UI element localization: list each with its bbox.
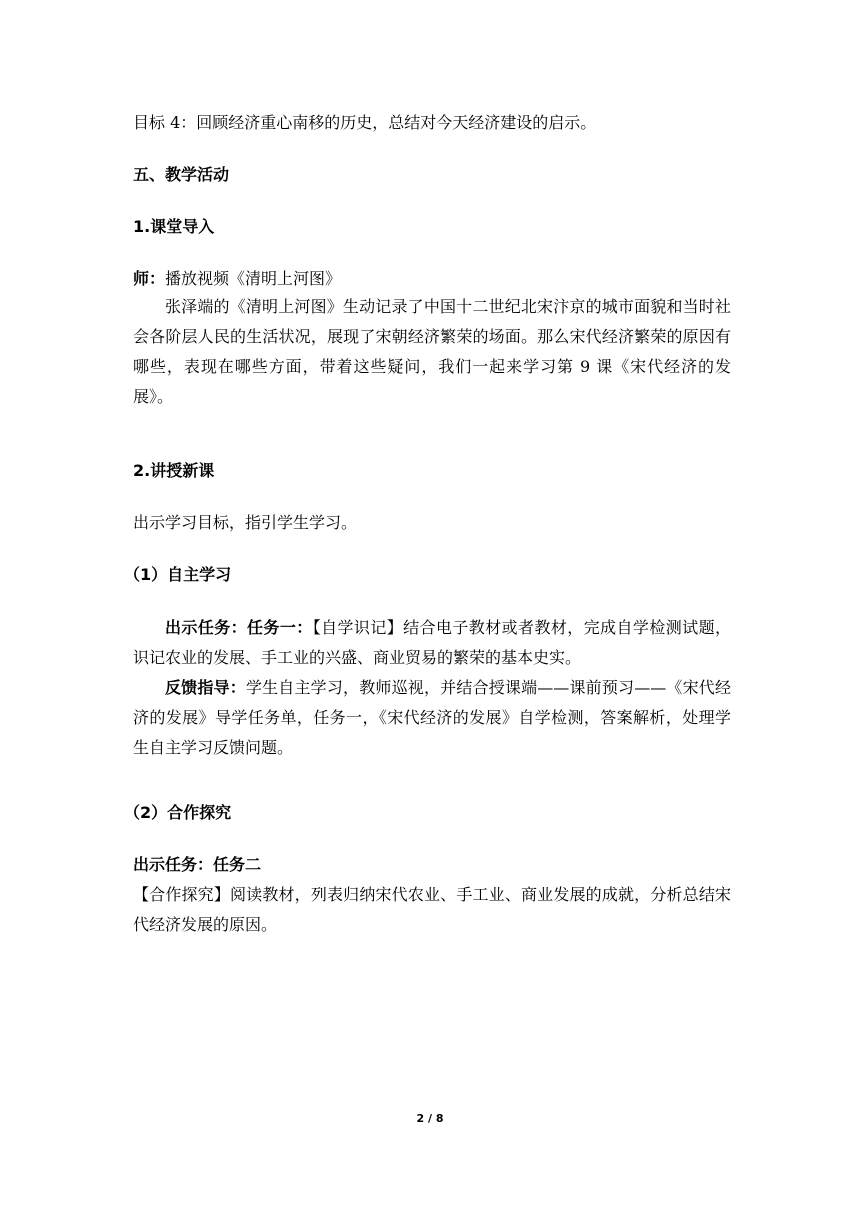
task-2-paragraph: 【合作探究】阅读教材，列表归纳宋代农业、手工业、商业发展的成就，分析总结宋代经济发展的原因。: [133, 885, 731, 934]
teacher-text: 播放视频《清明上河图》: [165, 269, 342, 288]
intro-paragraph: 张泽端的《清明上河图》生动记录了中国十二世纪北宋汴京的城市面貌和当时社会各阶层人民的生活状况，展现了宋朝经济繁荣的场面。那么宋代经济繁荣的原因有哪些，表现在哪些方面，带着这些疑问，我们一起来学习第 9 课《宋代经济的发展》。: [133, 297, 731, 406]
feedback-label: 反馈指导：: [165, 678, 246, 697]
subsection-2-title: 2.讲授新课: [133, 461, 215, 480]
task-2-heading: 出示任务：任务二: [133, 855, 262, 874]
task-1-text: 【自学识记】结合电子教材或者教材，完成自学检测试题，识记农业的发展、手工业的兴盛、商业贸易的繁荣的基本史实。: [133, 618, 731, 667]
goal-4-text: 目标 4：回顾经济重心南移的历史，总结对今天经济建设的启示。: [133, 113, 597, 132]
teacher-label: 师：: [133, 269, 166, 288]
part-1-title: （1）自主学习: [124, 565, 232, 584]
task-1-paragraph: [133, 613, 731, 673]
feedback-text: 学生自主学习，教师巡视，并结合授课端——课前预习——《宋代经济的发展》导学任务单，任务一，《宋代经济的发展》自学检测，答案解析，处理学生自主学习反馈问题。: [133, 678, 731, 757]
task-1-label: 出示任务：任务一：: [165, 618, 313, 637]
part-2-title: （2）合作探究: [124, 803, 232, 822]
page-number: 2 / 8: [416, 1112, 444, 1125]
teacher-line: [133, 268, 341, 290]
show-goals-text: 出示学习目标，指引学生学习。: [133, 513, 358, 532]
feedback-paragraph: [133, 673, 731, 763]
subsection-1-title: 1.课堂导入: [133, 217, 215, 236]
section-5-title: 五、教学活动: [133, 165, 230, 184]
